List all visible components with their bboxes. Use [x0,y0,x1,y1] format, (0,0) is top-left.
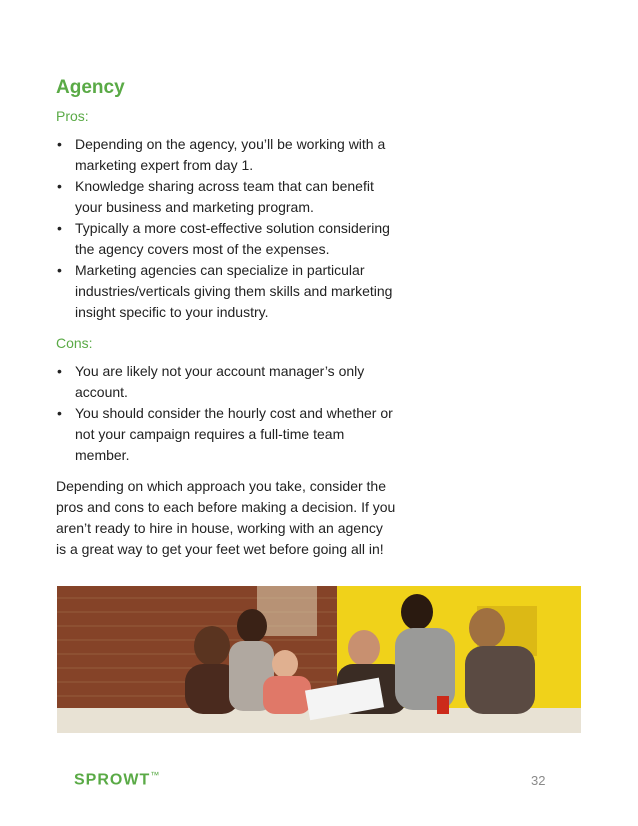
bullet-icon: • [57,136,62,152]
section-title: Agency [56,77,125,98]
list-item-text: You should consider the hourly cost and whether or not your campaign requires a full-time team member. [75,405,393,463]
trademark-symbol: ™ [150,770,160,780]
bullet-icon: • [57,363,62,379]
cons-heading: Cons: [56,335,93,351]
bullet-icon: • [57,220,62,236]
logo-text: SPROWT [74,771,151,789]
list-item-text: Depending on the agency, you’ll be working with a marketing expert from day 1. [75,136,386,173]
bullet-icon: • [57,178,62,194]
list-item [56,218,396,260]
team-meeting-illustration [57,586,581,733]
bullet-icon: • [57,262,62,278]
cons-list [56,361,396,466]
pros-heading: Pros: [56,108,89,124]
list-item-text: You are likely not your account manager’s only account. [75,363,365,400]
page-number: 32 [531,773,546,788]
sprowt-logo [74,770,159,789]
list-item [56,260,396,323]
pros-list [56,134,396,323]
list-item [56,176,396,218]
list-item [56,361,396,403]
main-content [56,74,396,560]
list-item-text: Typically a more cost-effective solution considering the agency covers most of the expenses. [75,220,390,257]
bullet-icon: • [57,405,62,421]
list-item-text: Marketing agencies can specialize in particular industries/verticals giving them skills and marketing insight specific to your industry. [75,262,393,320]
team-meeting-photo [57,586,581,733]
list-item [56,134,396,176]
list-item-text: Knowledge sharing across team that can benefit your business and marketing program. [75,178,374,215]
summary-paragraph: Depending on which approach you take, consider the pros and cons to each before making a decision. If you aren’t ready to hire in house, working with an agency is a great way to get your feet wet before going all in! [56,478,396,557]
list-item [56,403,396,466]
